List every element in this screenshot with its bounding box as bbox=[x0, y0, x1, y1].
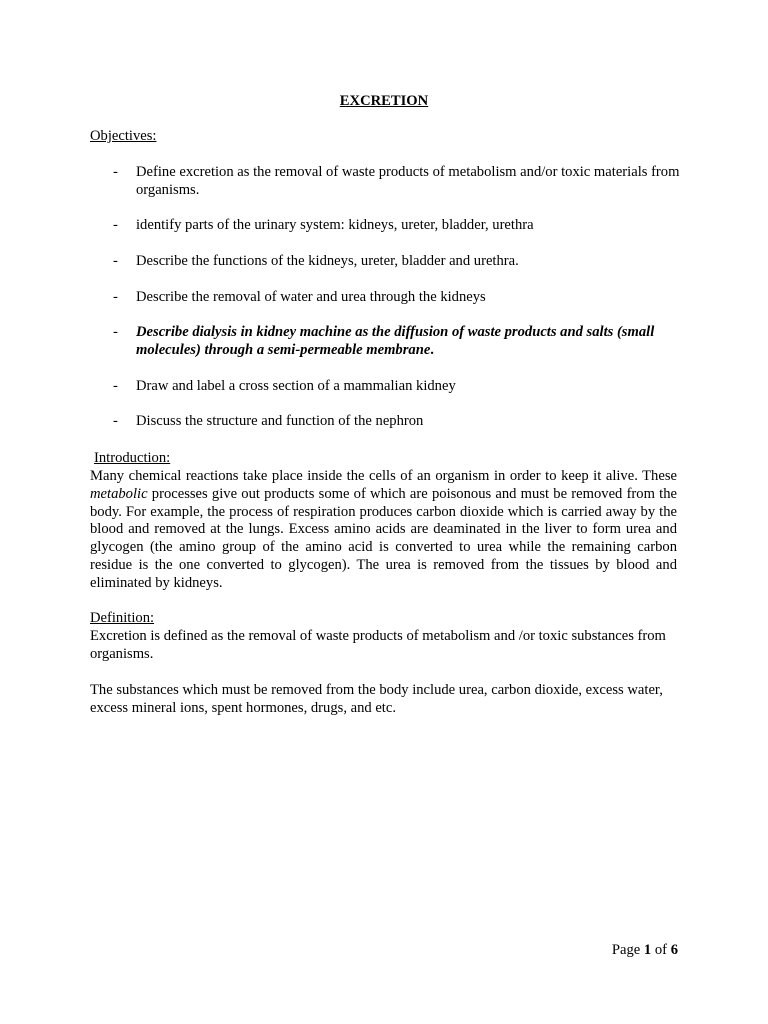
bullet-dash: - bbox=[113, 164, 118, 180]
objective-text: Define excretion as the removal of waste products of metabolism and/or toxic materials from organisms. bbox=[136, 164, 680, 198]
objective-item-emphasized bbox=[90, 324, 680, 360]
objective-item bbox=[90, 253, 680, 271]
page-number-footer bbox=[612, 942, 678, 960]
introduction-paragraph bbox=[90, 468, 677, 593]
objective-text: Discuss the structure and function of the nephron bbox=[136, 413, 424, 430]
introduction-italic-term: metabolic bbox=[90, 485, 148, 502]
bullet-dash: - bbox=[113, 217, 118, 234]
objective-item bbox=[90, 289, 680, 307]
substances-paragraph: The substances which must be removed from the body include urea, carbon dioxide, excess water, excess mineral ions, spent hormones, drugs, and etc. bbox=[90, 682, 663, 716]
definition-heading: Definition: bbox=[90, 610, 155, 626]
objective-text: Describe the removal of water and urea through the kidneys bbox=[136, 288, 486, 305]
introduction-text-2: processes give out products some of which are poisonous and must be removed from the body. For example, the process of respiration produces carbon dioxide which is carried away by the blood and removed at the lungs. Excess amino acids are deaminated in the liver to form urea and glycogen (the amino group of the amino acid is converted to urea while the remaining carbon residue is the one converted to glycogen). The urea is removed from the tissues by blood and eliminated by kidneys. bbox=[90, 485, 677, 591]
objective-period: . bbox=[430, 341, 434, 358]
bullet-dash: - bbox=[113, 413, 118, 430]
objective-item bbox=[90, 378, 680, 396]
bullet-dash: - bbox=[113, 377, 118, 394]
introduction-text-1: Many chemical reactions take place inside the cells of an organism in order to keep it alive. These bbox=[90, 468, 677, 484]
objective-text: identify parts of the urinary system: kidneys, ureter, bladder, urethra bbox=[136, 217, 534, 234]
of-word: of bbox=[654, 942, 668, 958]
current-page-number: 1 bbox=[643, 942, 652, 958]
page-title: EXCRETION bbox=[339, 93, 429, 109]
objectives-list bbox=[90, 164, 680, 449]
objective-item bbox=[90, 164, 680, 200]
bullet-dash: - bbox=[113, 288, 118, 305]
objective-text: Draw and label a cross section of a mammalian kidney bbox=[136, 377, 456, 394]
total-pages-number: 6 bbox=[670, 942, 678, 958]
objective-text: Describe dialysis in kidney machine as the diffusion of waste products and salts (small molecules) through a semi-permeable membrane bbox=[136, 324, 655, 358]
definition-paragraph: Excretion is defined as the removal of waste products of metabolism and /or toxic substances from organisms. bbox=[90, 628, 666, 662]
objectives-heading: Objectives: bbox=[90, 128, 157, 144]
objective-item bbox=[90, 413, 680, 431]
page-word: Page bbox=[611, 942, 641, 958]
objective-item bbox=[90, 217, 680, 235]
bullet-dash: - bbox=[113, 324, 118, 341]
objective-text: Describe the functions of the kidneys, ureter, bladder and urethra. bbox=[136, 252, 519, 269]
bullet-dash: - bbox=[113, 252, 118, 269]
introduction-heading: Introduction: bbox=[94, 450, 171, 466]
